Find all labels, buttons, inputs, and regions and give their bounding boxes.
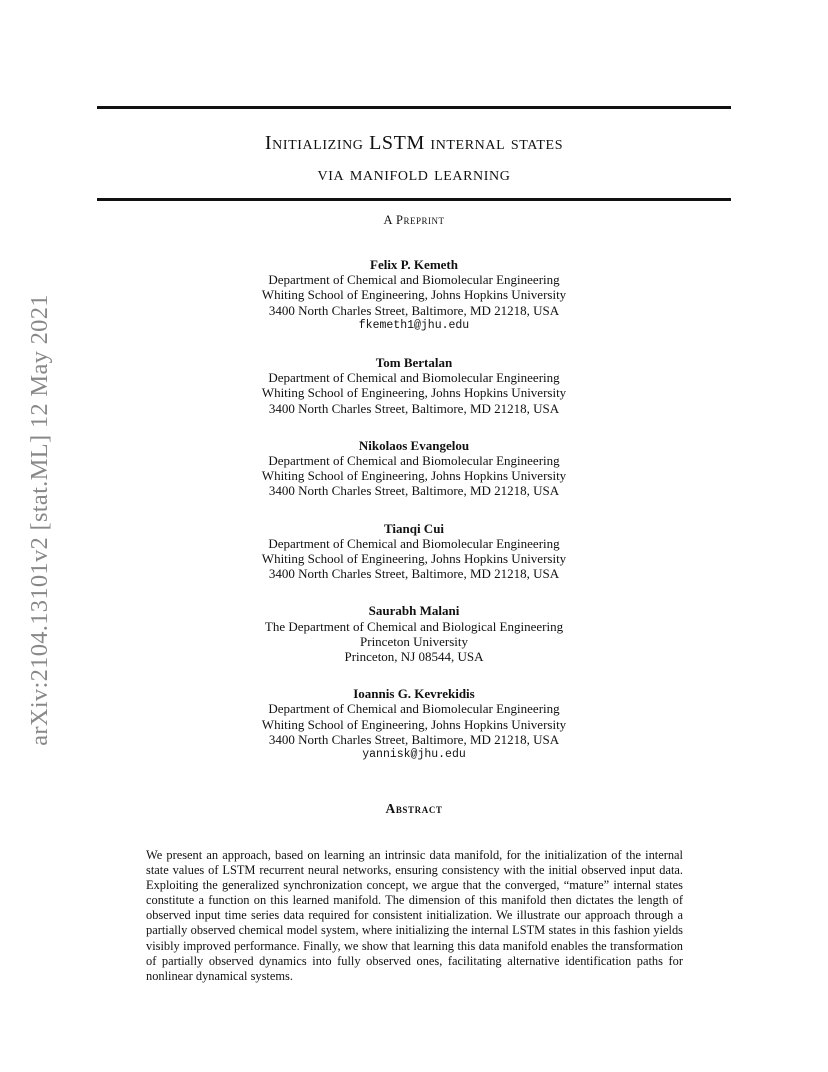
arxiv-identifier: arXiv:2104.13101v2 [stat.ML] 12 May 2021 [26, 294, 53, 746]
author-affiliation-line: Whiting School of Engineering, Johns Hopkins University [261, 385, 567, 401]
author-affiliation-line: Whiting School of Engineering, Johns Hopkins University [261, 551, 567, 567]
author-name: Saurabh Malani [368, 603, 460, 619]
author-affiliation-line: 3400 North Charles Street, Baltimore, MD 21218, USA [268, 483, 560, 499]
author-affiliation-line: Department of Chemical and Biomolecular Engineering [268, 272, 560, 288]
author-affiliation-line: Whiting School of Engineering, Johns Hopkins University [261, 716, 567, 732]
author-affiliation-line: Whiting School of Engineering, Johns Hopkins University [261, 287, 567, 303]
author-affiliation-line: 3400 North Charles Street, Baltimore, MD 21218, USA [268, 731, 560, 747]
author-block [97, 257, 731, 333]
author-affiliation-line: Department of Chemical and Biomolecular Engineering [268, 535, 560, 551]
author-block [97, 521, 731, 582]
author-name: Tianqi Cui [383, 520, 445, 536]
author-affiliation-line: Department of Chemical and Biomolecular Engineering [268, 701, 560, 717]
author-affiliation-line: Department of Chemical and Biomolecular Engineering [268, 453, 560, 469]
author-name: Felix P. Kemeth [370, 257, 458, 272]
author-email: yannisk@jhu.edu [362, 748, 466, 762]
author-name: Ioannis G. Kevrekidis [353, 686, 475, 702]
paper-title [97, 128, 731, 190]
title-line-2: via manifold learning [317, 163, 511, 185]
author-affiliation-line: Princeton University [360, 633, 468, 649]
author-affiliation-line: 3400 North Charles Street, Baltimore, MD 21218, USA [268, 566, 560, 582]
title-rule-top [97, 106, 731, 109]
author-block [97, 603, 731, 664]
author-affiliation-line: Whiting School of Engineering, Johns Hopkins University [261, 468, 567, 484]
author-affiliation-line: The Department of Chemical and Biological Engineering [264, 618, 564, 634]
author-name: Tom Bertalan [375, 355, 453, 371]
author-affiliation-line: Princeton, NJ 08544, USA [344, 649, 484, 665]
author-affiliation-line: 3400 North Charles Street, Baltimore, MD 21218, USA [268, 302, 560, 318]
author-list [97, 257, 731, 784]
author-name: Nikolaos Evangelou [358, 437, 470, 453]
author-email: fkemeth1@jhu.edu [358, 318, 470, 332]
title-line-1: Initializing LSTM internal states [264, 132, 564, 154]
abstract-text: We present an approach, based on learning an intrinsic data manifold, for the initialization of the internal state values of LSTM recurrent neural networks, ensuring consistency with the initial observed input data. Exploiting the generalized synchronization concept, we argue that the converged, “mature” internal states constitute a function on this learned manifold. The dimension of this manifold then dictates the length of observed input time series data required for consistent initialization. We illustrate our approach through a partially observed chemical model system, where initializing the internal LSTM states in this fashion yields visibly improved performance. Finally, we show that learning this data manifold enables the transformation of partially observed dynamics into fully observed ones, facilitating alternative identification paths for nonlinear dynamical systems. [146, 848, 683, 983]
author-block [97, 355, 731, 416]
author-block [97, 686, 731, 762]
author-affiliation-line: Department of Chemical and Biomolecular Engineering [268, 370, 560, 386]
author-block [97, 438, 731, 499]
abstract-heading: Abstract [385, 801, 443, 816]
title-rule-bottom [97, 198, 731, 201]
preprint-label: A Preprint [383, 213, 445, 227]
author-affiliation-line: 3400 North Charles Street, Baltimore, MD 21218, USA [268, 400, 560, 416]
